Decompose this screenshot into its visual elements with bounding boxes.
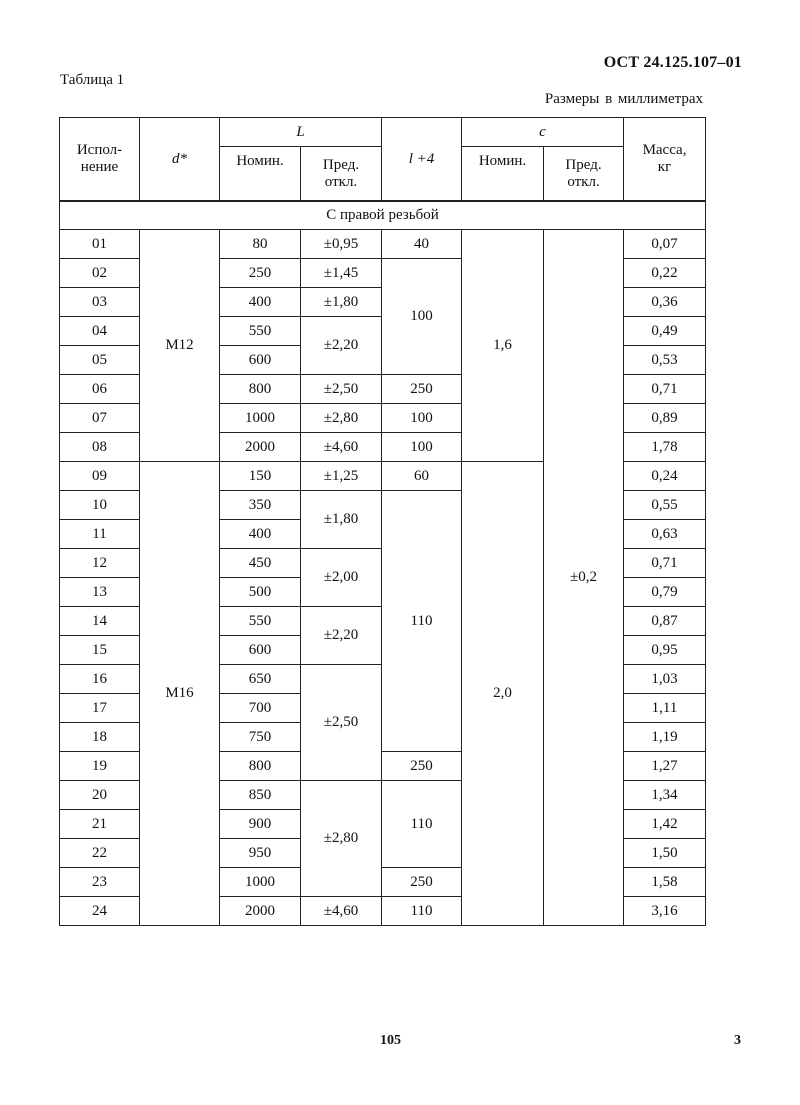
header-L-nomin: Номин. — [220, 147, 301, 202]
cell-L-nomin: 700 — [220, 694, 301, 723]
cell-l4: 110 — [382, 781, 462, 868]
cell-ispolnenie: 12 — [60, 549, 140, 578]
cell-L-pred: ±2,50 — [301, 375, 382, 404]
cell-ispolnenie: 14 — [60, 607, 140, 636]
cell-ispolnenie: 06 — [60, 375, 140, 404]
cell-L-nomin: 1000 — [220, 404, 301, 433]
cell-L-nomin: 2000 — [220, 897, 301, 926]
cell-ispolnenie: 08 — [60, 433, 140, 462]
cell-mass: 0,95 — [624, 636, 706, 665]
cell-mass: 1,34 — [624, 781, 706, 810]
cell-ispolnenie: 23 — [60, 868, 140, 897]
cell-l4: 60 — [382, 462, 462, 491]
cell-L-pred: ±1,80 — [301, 288, 382, 317]
cell-mass: 0,53 — [624, 346, 706, 375]
sheet-number: 3 — [734, 1033, 741, 1048]
cell-ispolnenie: 09 — [60, 462, 140, 491]
cell-ispolnenie: 20 — [60, 781, 140, 810]
cell-L-nomin: 1000 — [220, 868, 301, 897]
cell-l4: 110 — [382, 897, 462, 926]
cell-mass: 0,07 — [624, 230, 706, 259]
header-c-nomin: Номин. — [462, 147, 544, 202]
header-ispolnenie: Испол-нение — [60, 118, 140, 202]
cell-L-nomin: 600 — [220, 636, 301, 665]
cell-l4: 250 — [382, 752, 462, 781]
cell-mass: 1,19 — [624, 723, 706, 752]
cell-mass: 3,16 — [624, 897, 706, 926]
cell-L-nomin: 650 — [220, 665, 301, 694]
cell-mass: 0,71 — [624, 549, 706, 578]
document-code: ОСТ 24.125.107–01 — [603, 54, 742, 71]
cell-mass: 1,11 — [624, 694, 706, 723]
cell-l4: 100 — [382, 259, 462, 375]
cell-L-nomin: 800 — [220, 752, 301, 781]
cell-ispolnenie: 13 — [60, 578, 140, 607]
cell-c-nomin-2: 2,0 — [462, 462, 544, 926]
cell-ispolnenie: 19 — [60, 752, 140, 781]
cell-c-nomin-1: 1,6 — [462, 230, 544, 462]
cell-L-nomin: 250 — [220, 259, 301, 288]
cell-L-pred: ±0,95 — [301, 230, 382, 259]
cell-L-nomin: 800 — [220, 375, 301, 404]
dimensions-table — [59, 117, 706, 926]
cell-L-nomin: 400 — [220, 520, 301, 549]
cell-L-pred: ±2,20 — [301, 317, 382, 375]
table-title: Таблица 1 — [60, 72, 125, 88]
header-massa: Масса, кг — [624, 118, 706, 202]
cell-L-pred: ±4,60 — [301, 897, 382, 926]
cell-l4: 100 — [382, 404, 462, 433]
cell-mass: 1,27 — [624, 752, 706, 781]
cell-mass: 0,63 — [624, 520, 706, 549]
page-number: 105 — [380, 1033, 401, 1048]
cell-L-nomin: 500 — [220, 578, 301, 607]
cell-mass: 1,58 — [624, 868, 706, 897]
cell-L-nomin: 750 — [220, 723, 301, 752]
cell-ispolnenie: 05 — [60, 346, 140, 375]
cell-mass: 0,49 — [624, 317, 706, 346]
cell-l4: 250 — [382, 375, 462, 404]
cell-L-pred: ±1,25 — [301, 462, 382, 491]
cell-d-m16: М16 — [140, 462, 220, 926]
cell-L-nomin: 850 — [220, 781, 301, 810]
cell-d-m12: М12 — [140, 230, 220, 462]
cell-mass: 0,22 — [624, 259, 706, 288]
cell-mass: 1,03 — [624, 665, 706, 694]
cell-L-pred: ±2,00 — [301, 549, 382, 607]
header-l4: l +4 — [382, 118, 462, 202]
cell-L-nomin: 400 — [220, 288, 301, 317]
cell-L-nomin: 950 — [220, 839, 301, 868]
cell-L-nomin: 900 — [220, 810, 301, 839]
cell-mass: 1,42 — [624, 810, 706, 839]
cell-L-pred: ±2,50 — [301, 665, 382, 781]
cell-mass: 0,71 — [624, 375, 706, 404]
units-note: Размеры в миллиметрах — [544, 91, 703, 107]
cell-ispolnenie: 03 — [60, 288, 140, 317]
cell-mass: 1,50 — [624, 839, 706, 868]
cell-ispolnenie: 17 — [60, 694, 140, 723]
header-c: c — [462, 118, 624, 147]
cell-l4: 40 — [382, 230, 462, 259]
cell-ispolnenie: 02 — [60, 259, 140, 288]
header-c-pred: Пред. откл. — [544, 147, 624, 202]
cell-L-pred: ±2,20 — [301, 607, 382, 665]
cell-L-nomin: 350 — [220, 491, 301, 520]
cell-L-nomin: 80 — [220, 230, 301, 259]
header-d: d* — [140, 118, 220, 202]
cell-ispolnenie: 07 — [60, 404, 140, 433]
cell-l4: 250 — [382, 868, 462, 897]
cell-l4: 100 — [382, 433, 462, 462]
cell-mass: 0,79 — [624, 578, 706, 607]
section-title: С правой резьбой — [60, 201, 706, 230]
cell-L-nomin: 550 — [220, 607, 301, 636]
cell-L-pred: ±2,80 — [301, 404, 382, 433]
cell-ispolnenie: 11 — [60, 520, 140, 549]
cell-L-pred: ±1,45 — [301, 259, 382, 288]
cell-ispolnenie: 16 — [60, 665, 140, 694]
cell-mass: 0,55 — [624, 491, 706, 520]
table-row — [60, 230, 706, 259]
cell-L-nomin: 2000 — [220, 433, 301, 462]
header-L: L — [220, 118, 382, 147]
cell-ispolnenie: 10 — [60, 491, 140, 520]
cell-L-nomin: 550 — [220, 317, 301, 346]
cell-L-nomin: 150 — [220, 462, 301, 491]
cell-mass: 0,36 — [624, 288, 706, 317]
cell-mass: 0,89 — [624, 404, 706, 433]
cell-mass: 0,24 — [624, 462, 706, 491]
cell-L-pred: ±1,80 — [301, 491, 382, 549]
cell-ispolnenie: 15 — [60, 636, 140, 665]
cell-L-pred: ±2,80 — [301, 781, 382, 897]
cell-ispolnenie: 01 — [60, 230, 140, 259]
cell-L-nomin: 450 — [220, 549, 301, 578]
cell-ispolnenie: 04 — [60, 317, 140, 346]
cell-mass: 0,87 — [624, 607, 706, 636]
cell-ispolnenie: 22 — [60, 839, 140, 868]
cell-ispolnenie: 18 — [60, 723, 140, 752]
cell-L-pred: ±4,60 — [301, 433, 382, 462]
cell-l4: 110 — [382, 491, 462, 752]
cell-ispolnenie: 21 — [60, 810, 140, 839]
cell-L-nomin: 600 — [220, 346, 301, 375]
cell-ispolnenie: 24 — [60, 897, 140, 926]
header-L-pred: Пред. откл. — [301, 147, 382, 202]
cell-mass: 1,78 — [624, 433, 706, 462]
cell-c-pred: ±0,2 — [544, 230, 624, 926]
